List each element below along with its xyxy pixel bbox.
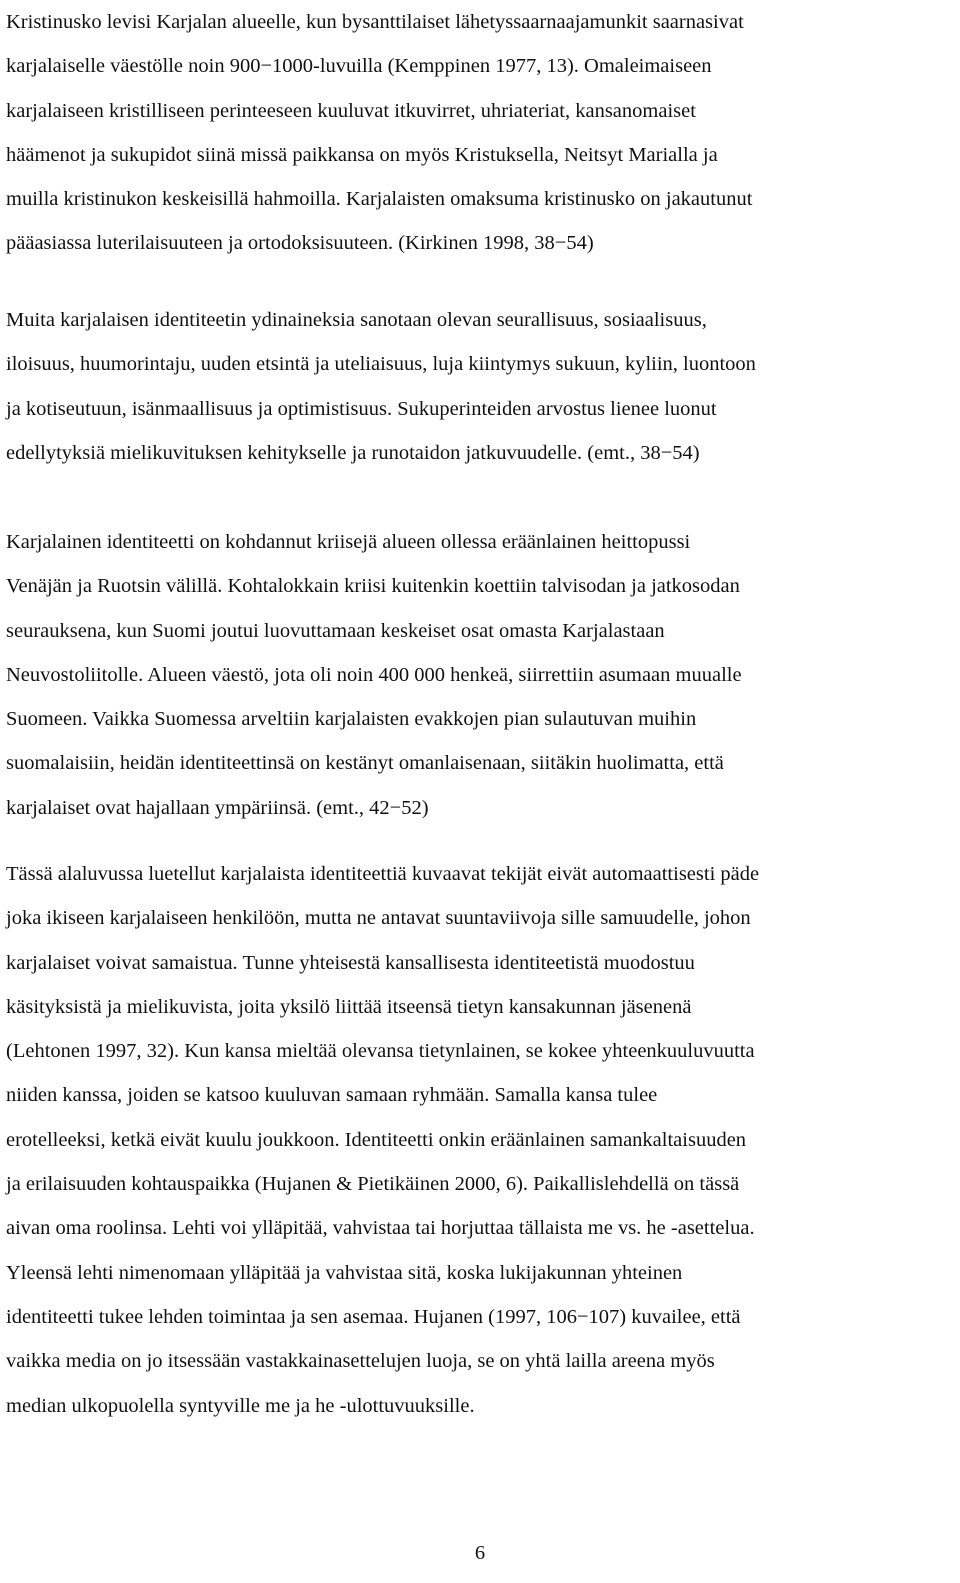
text-line: identiteetti tukee lehden toimintaa ja sen asemaa. Hujanen (1997, 106−107) kuvailee, että — [6, 1305, 741, 1328]
text-line: niiden kanssa, joiden se katsoo kuuluvan samaan ryhmään. Samalla kansa tulee — [6, 1084, 658, 1107]
text-line: muilla kristinukon keskeisillä hahmoilla. Karjalaisten omaksuma kristinusko on jakautunut — [6, 188, 753, 211]
text-line: Muita karjalaisen identiteetin ydinaineksia sanotaan olevan seurallisuus, sosiaalisuus, — [6, 309, 707, 331]
text-line: karjalaiset voivat samaistua. Tunne yhteisestä kansallisesta identiteetistä muodostuu — [6, 951, 695, 974]
text-line: suomalaisiin, heidän identiteettinsä on kestänyt omanlaisenaan, siitäkin huolimatta, että — [6, 752, 724, 775]
text-line: iloisuus, huumorintaju, uuden etsintä ja uteliaisuus, luja kiintymys sukuun, kyliin, luontoon — [6, 353, 756, 376]
page-number: 6 — [474, 1542, 486, 1564]
paragraph-christianity — [6, 0, 752, 266]
text-line: häämenot ja sukupidot siinä missä paikkansa on myös Kristuksella, Neitsyt Marialla ja — [6, 143, 718, 166]
text-line: Kristinusko levisi Karjalan alueelle, kun bysanttilaiset lähetyssaarnaajamunkit saarnasivat — [6, 11, 744, 33]
text-line: median ulkopuolella syntyville me ja he -ulottuvuuksille. — [6, 1394, 475, 1417]
text-line: Yleensä lehti nimenomaan ylläpitää ja vahvistaa sitä, koska lukijakunnan yhteinen — [6, 1261, 683, 1284]
text-line: joka ikiseen karjalaiseen henkilöön, mutta ne antavat suuntaviivoja sille samuudelle, johon — [6, 907, 751, 930]
text-line: seurauksena, kun Suomi joutui luovuttamaan keskeiset osat omasta Karjalastaan — [6, 619, 665, 642]
paragraph-local-newspaper — [6, 852, 759, 1428]
text-line: Venäjän ja Ruotsin välillä. Kohtalokkain kriisi kuitenkin koettiin talvisodan ja jatkosodan — [6, 575, 740, 598]
text-line: aivan oma roolinsa. Lehti voi ylläpitää, vahvistaa tai horjuttaa tällaista me vs. he -asettelua. — [6, 1217, 755, 1240]
text-line: karjalaiseen kristilliseen perinteeseen kuuluvat itkuvirret, uhriateriat, kansanomaiset — [6, 99, 696, 122]
text-line: karjalaiset ovat hajallaan ympäriinsä. (emt., 42−52) — [6, 796, 429, 819]
text-line: edellytyksiä mielikuvituksen kehitykselle ja runotaidon jatkuvuudelle. (emt., 38−54) — [6, 441, 700, 464]
text-line: ja kotiseutuun, isänmaallisuus ja optimistisuus. Sukuperinteiden arvostus lienee luonut — [6, 397, 717, 420]
text-line: (Lehtonen 1997, 32). Kun kansa mieltää olevansa tietynlainen, se kokee yhteenkuuluvuutta — [6, 1040, 755, 1063]
paragraph-identity-crises — [6, 520, 742, 830]
text-line: vaikka media on jo itsessään vastakkainasettelujen luoja, se on yhtä lailla areena myös — [6, 1350, 715, 1373]
text-line: Neuvostoliitolle. Alueen väestö, jota oli noin 400 000 henkeä, siirrettiin asumaan muualle — [6, 663, 742, 686]
text-line: Tässä alaluvussa luetellut karjalaista identiteettiä kuvaavat tekijät eivät automaattisesti päde — [6, 863, 760, 885]
text-line: Suomeen. Vaikka Suomessa arveltiin karjalaisten evakkojen pian sulautuvan muihin — [6, 708, 697, 731]
text-line: ja erilaisuuden kohtauspaikka (Hujanen & Pietikäinen 2000, 6). Paikallislehdellä on tässä — [6, 1173, 740, 1196]
text-line: karjalaiselle väestölle noin 900−1000-luvuilla (Kemppinen 1977, 13). Omaleimaiseen — [6, 55, 712, 78]
text-line: erotelleeksi, ketkä eivät kuulu joukkoon. Identiteetti onkin eräänlainen samankaltaisuuden — [6, 1128, 747, 1151]
paragraph-identity-traits — [6, 298, 756, 475]
text-line: pääasiassa luterilaisuuteen ja ortodoksisuuteen. (Kirkinen 1998, 38−54) — [6, 232, 594, 255]
text-line: Karjalainen identiteetti on kohdannut kriisejä alueen ollessa eräänlainen heittopussi — [6, 531, 691, 553]
text-line: käsityksistä ja mielikuvista, joita yksilö liittää itseensä tietyn kansakunnan jäsenenä — [6, 995, 692, 1018]
